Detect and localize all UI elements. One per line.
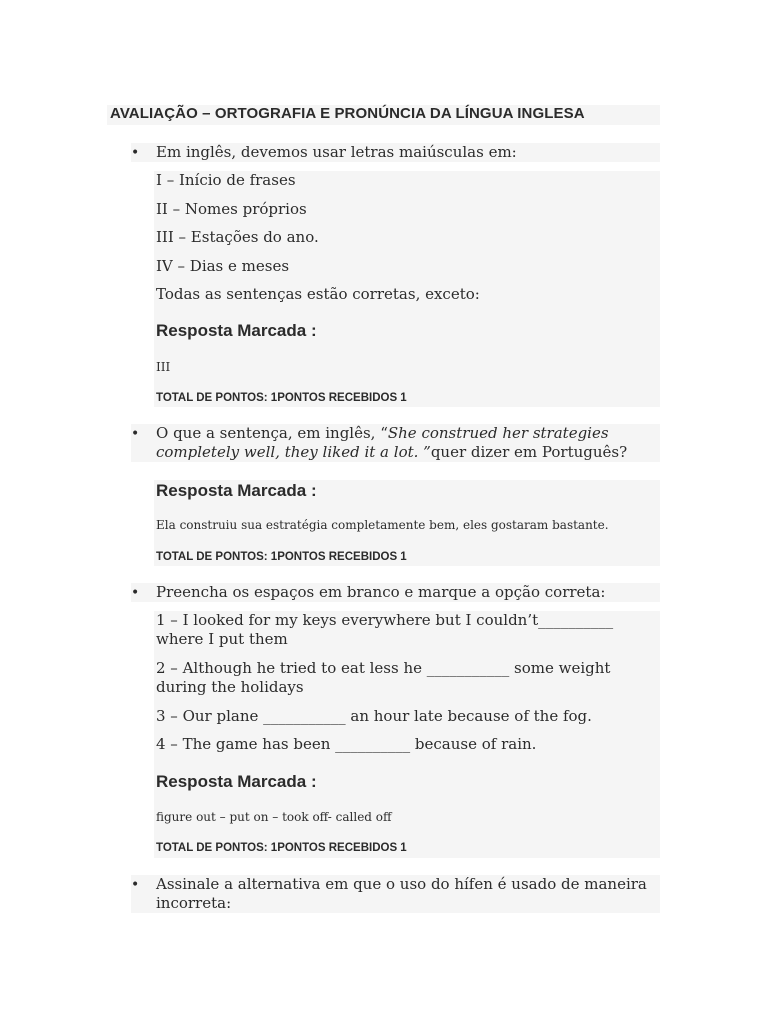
q1-line-5: Todas as sentenças estão corretas, exceto: <box>156 285 480 303</box>
q1-line-2: II – Nomes próprios <box>156 200 307 218</box>
page-title: AVALIAÇÃO – ORTOGRAFIA E PRONÚNCIA DA LÍNGUA INGLESA <box>110 105 585 122</box>
q3-line-3: 3 – Our plane ___________ an hour late because of the fog. <box>156 707 592 725</box>
q3-resposta-label: Resposta Marcada : <box>156 772 317 791</box>
q3-line-2: 2 – Although he tried to eat less he ___________ some weight during the holidays <box>156 659 611 696</box>
q3-prompt: Preencha os espaços em branco e marque a opção correta: <box>156 583 606 601</box>
q1-line-1: I – Início de frases <box>156 171 296 189</box>
q2-resposta-label: Resposta Marcada : <box>156 481 317 500</box>
q3-resposta: figure out – put on – took off- called off <box>156 810 392 824</box>
q2-resposta: Ela construiu sua estratégia completamente bem, eles gostaram bastante. <box>156 518 609 532</box>
q1-resposta: III <box>156 360 171 374</box>
q1-prompt: Em inglês, devemos usar letras maiúsculas em: <box>156 143 517 161</box>
q3-line-4: 4 – The game has been __________ because of rain. <box>156 735 537 753</box>
q2-prompt-after: quer dizer em Português? <box>430 443 628 461</box>
q3-bullet: • <box>131 585 140 601</box>
q1-resposta-label: Resposta Marcada : <box>156 321 317 340</box>
q3-pontos: TOTAL DE PONTOS: 1PONTOS RECEBIDOS 1 <box>156 842 407 854</box>
q1-pontos: TOTAL DE PONTOS: 1PONTOS RECEBIDOS 1 <box>156 392 407 404</box>
q1-line-3: III – Estações do ano. <box>156 228 319 246</box>
q3-line-1: 1 – I looked for my keys everywhere but I couldn’t__________ where I put them <box>156 611 614 648</box>
q4-bullet: • <box>131 877 140 893</box>
q2-prompt-italic: She construed her strategies completely well, they liked it a lot. ” <box>156 424 609 461</box>
q1-bullet: • <box>131 145 140 161</box>
q2-bullet: • <box>131 426 140 442</box>
q2-pontos: TOTAL DE PONTOS: 1PONTOS RECEBIDOS 1 <box>156 551 407 563</box>
q2-prompt-before: O que a sentença, em inglês, “ <box>156 424 388 442</box>
q2-prompt <box>156 424 656 462</box>
q4-prompt: Assinale a alternativa em que o uso do hífen é usado de maneira incorreta: <box>156 875 647 912</box>
q1-line-4: IV – Dias e meses <box>156 257 290 275</box>
